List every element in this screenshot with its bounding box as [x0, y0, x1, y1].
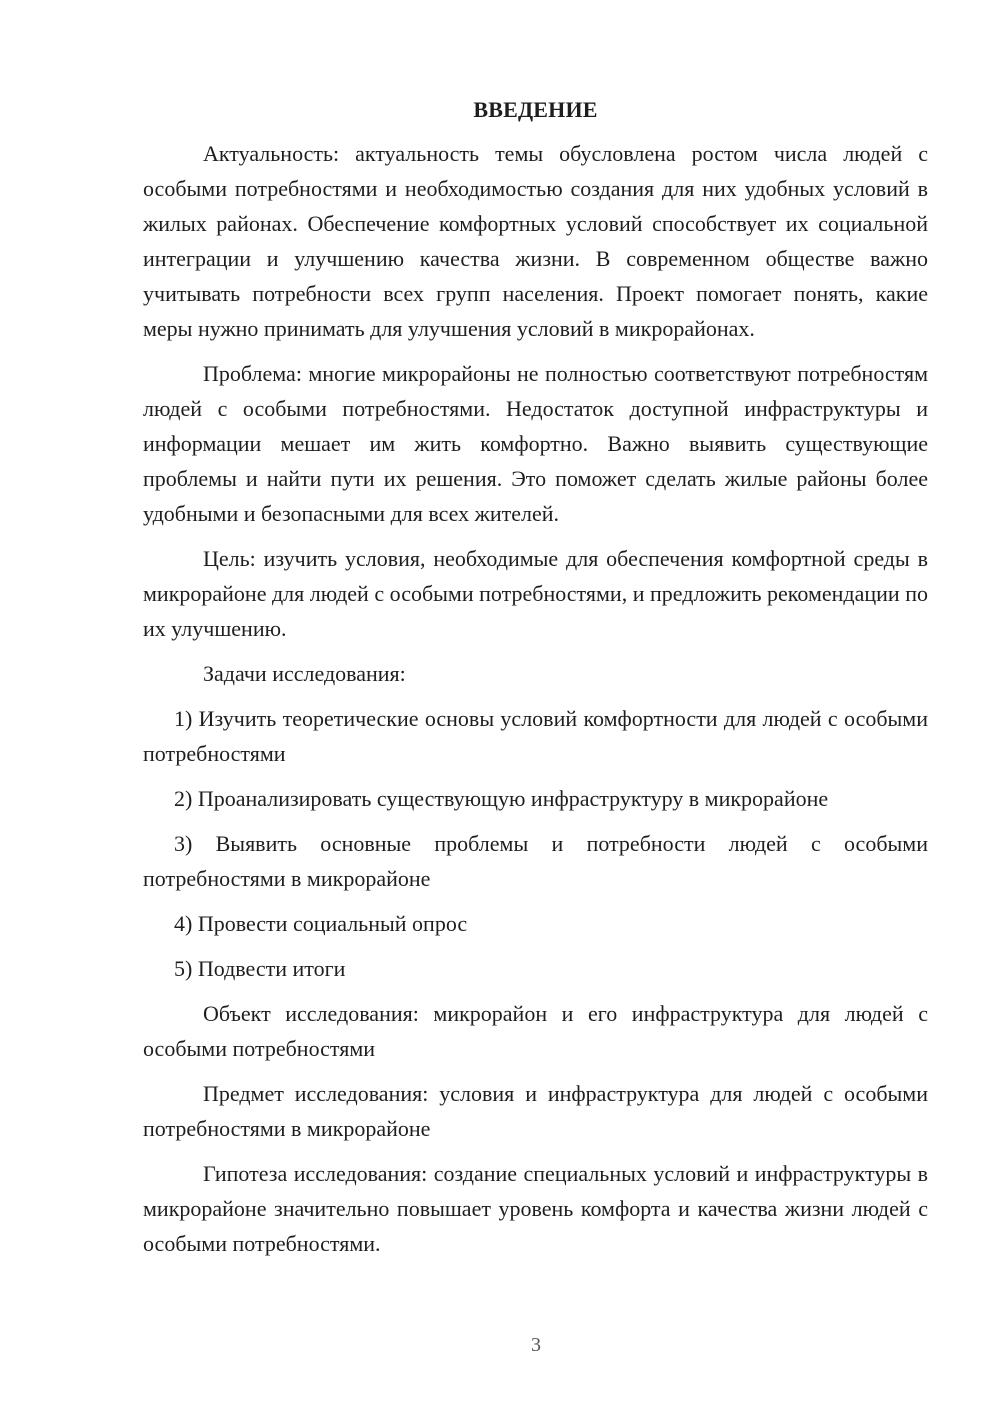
- paragraph-problem: Проблема: многие микрорайоны не полностью соответствуют потребностям людей с особыми потребностями. Недостаток доступной инфраструктуры и информации мешает им жить комфортно. Важно выявить существующие проблемы и найти пути их решения. Это поможет сделать жилые районы более удобными и безопасными для всех жителей.: [143, 361, 928, 526]
- page-content: [143, 92, 928, 1271]
- page-number: 3: [531, 1334, 541, 1356]
- task-item-4: 4) Провести социальный опрос: [174, 911, 468, 936]
- task-item-5: 5) Подвести итоги: [174, 956, 346, 981]
- task-item-1: 1) Изучить теоретические основы условий комфортности для людей с особыми потребностями: [143, 706, 928, 766]
- section-heading: ВВЕДЕНИЕ: [473, 97, 598, 122]
- tasks-title: Задачи исследования:: [203, 661, 406, 686]
- paragraph-goal: Цель: изучить условия, необходимые для обеспечения комфортной среды в микрорайоне для людей с особыми потребностями, и предложить рекомендации по их улучшению.: [143, 546, 928, 641]
- paragraph-relevance: Актуальность: актуальность темы обусловлена ростом числа людей с особыми потребностями и необходимостью создания для них удобных условий в жилых районах. Обеспечение комфортных условий способствует их социальной интеграции и улучшению качества жизни. В современном обществе важно учитывать потребности всех групп населения. Проект помогает понять, какие меры нужно принимать для улучшения условий в микрорайонах.: [143, 141, 928, 341]
- paragraph-hypothesis: Гипотеза исследования: создание специальных условий и инфраструктуры в микрорайоне значительно повышает уровень комфорта и качества жизни людей с особыми потребностями.: [143, 1161, 928, 1256]
- paragraph-subject: Предмет исследования: условия и инфраструктура для людей с особыми потребностями в микрорайоне: [143, 1081, 928, 1141]
- task-item-2: 2) Проанализировать существующую инфраструктуру в микрорайоне: [174, 786, 829, 811]
- paragraph-object: Объект исследования: микрорайон и его инфраструктура для людей с особыми потребностями: [143, 1001, 928, 1061]
- task-item-3: 3) Выявить основные проблемы и потребности людей с особыми потребностями в микрорайоне: [143, 831, 928, 891]
